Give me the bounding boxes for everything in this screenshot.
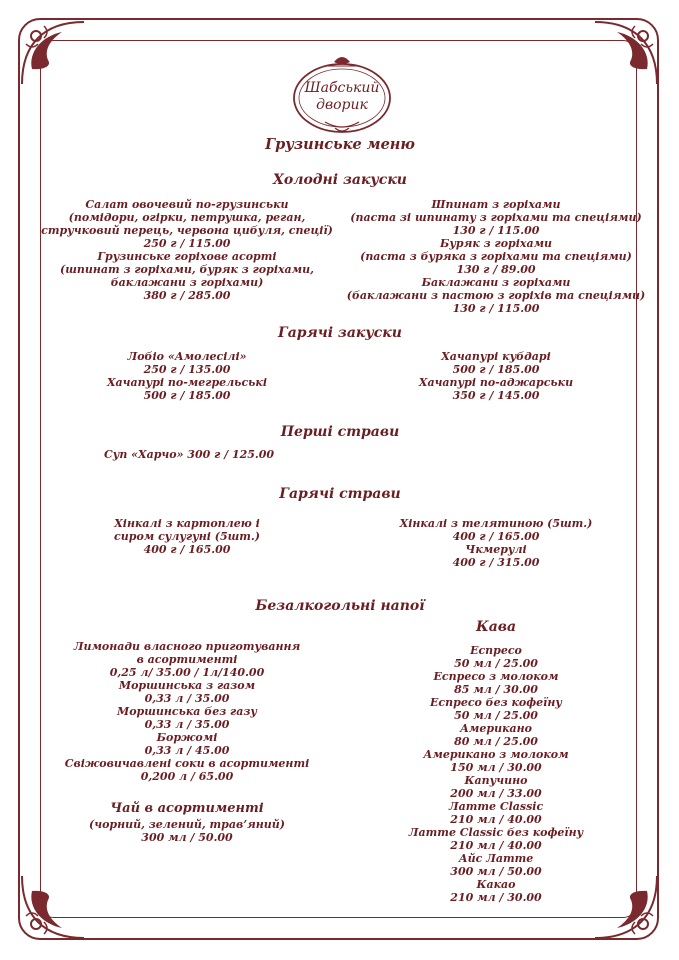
ornament-corner-bottom-left-icon [14, 866, 94, 946]
cold-left-line: 250 г / 115.00 [143, 237, 231, 250]
coffee-line: Айс Латте [458, 852, 534, 865]
hot-dishes-left-line: 400 г / 165.00 [143, 543, 231, 556]
coffee-line: Капучино [464, 774, 528, 787]
cold-left-line: 380 г / 285.00 [143, 289, 231, 302]
hot-dishes-right-line: Чкмерулі [465, 543, 527, 556]
hot-dishes-left-line: сиром сулугуні (5шт.) [114, 530, 260, 543]
tea-heading: Чай в асортименті [110, 801, 264, 816]
coffee-line: Латте Classic [448, 800, 544, 813]
section-heading-hot-dishes: Гарячі страви [279, 486, 401, 502]
drinks-line: Свіжовичавлені соки в асортименті [64, 757, 310, 770]
section-heading-first: Перші страви [280, 424, 400, 440]
restaurant-logo [287, 50, 397, 140]
drinks-line: 0,25 л/ 35.00 / 1л/140.00 [109, 666, 265, 679]
drinks-line: 0,200 л / 65.00 [140, 770, 234, 783]
drinks-line: 0,33 л / 35.00 [144, 692, 230, 705]
hot-starters-left-line: Хачапурі по-мегрельські [106, 376, 268, 389]
hot-starters-left-line: 500 г / 185.00 [143, 389, 231, 402]
cold-right-line: (баклажани з пастою з горіхів та спеціями) [346, 289, 646, 302]
ornament-corner-top-right-icon [585, 14, 665, 94]
coffee-line: Еспресо [470, 644, 522, 657]
coffee-line: Еспресо без кофеїну [430, 696, 562, 709]
section-heading-hot-starters: Гарячі закуски [278, 325, 402, 341]
cold-left-line: баклажани з горіхами) [110, 276, 264, 289]
cold-left-line: Салат овочевий по-грузинськи [85, 198, 289, 211]
coffee-line: 200 мл / 33.00 [450, 787, 542, 800]
section-heading-cold: Холодні закуски [273, 172, 407, 188]
coffee-line: Еспресо з молоком [433, 670, 559, 683]
hot-starters-right-line: Хачапурі кубдарі [441, 350, 551, 363]
tea-line: 300 мл / 50.00 [141, 831, 233, 844]
coffee-line: Американо [459, 722, 533, 735]
logo-line-2: дворик [316, 97, 368, 113]
cold-right-line: 130 г / 115.00 [452, 224, 540, 237]
drinks-line: Боржомі [156, 731, 218, 744]
first-course-line: Суп «Харчо» 300 г / 125.00 [104, 448, 275, 461]
cold-right-line: Буряк з горіхами [439, 237, 553, 250]
hot-dishes-left-line: Хінкалі з картоплею і [114, 517, 260, 530]
hot-starters-left-line: 250 г / 135.00 [143, 363, 231, 376]
coffee-line: 50 мл / 25.00 [454, 657, 538, 670]
ornament-corner-bottom-right-icon [585, 866, 665, 946]
drinks-line: Моршинська без газу [117, 705, 257, 718]
coffee-line: 80 мл / 25.00 [454, 735, 538, 748]
hot-starters-right-line: 350 г / 145.00 [452, 389, 540, 402]
cold-left-line: Грузинське горіхове асорті [97, 250, 277, 263]
cold-right-line: 130 г / 89.00 [456, 263, 536, 276]
coffee-line: 85 мл / 30.00 [454, 683, 538, 696]
cold-right-line: Шпинат з горіхами [431, 198, 561, 211]
coffee-line: 50 мл / 25.00 [454, 709, 538, 722]
cold-right-line: (паста зі шпинату з горіхами та спеціями) [350, 211, 642, 224]
cold-right-line: Баклажани з горіхами [421, 276, 571, 289]
coffee-line: 210 мл / 40.00 [450, 839, 542, 852]
menu-title: Грузинське меню [265, 136, 415, 153]
hot-starters-right-line: 500 г / 185.00 [452, 363, 540, 376]
coffee-line: Латте Classic без кофеїну [408, 826, 584, 839]
coffee-line: 150 мл / 30.00 [450, 761, 542, 774]
hot-dishes-right-line: Хінкалі з телятиною (5шт.) [399, 517, 593, 530]
section-heading-drinks: Безалкогольні напої [255, 598, 425, 614]
hot-starters-right-line: Хачапурі по-аджарськи [418, 376, 574, 389]
coffee-line: 210 мл / 40.00 [450, 813, 542, 826]
cold-right-line: 130 г / 115.00 [452, 302, 540, 315]
hot-starters-left-line: Лобіо «Амолесілі» [127, 350, 247, 363]
drinks-line: 0,33 л / 35.00 [144, 718, 230, 731]
cold-right-line: (паста з буряка з горіхами та спеціями) [360, 250, 632, 263]
coffee-line: Американо з молоком [423, 748, 569, 761]
drinks-line: Моршинська з газом [118, 679, 256, 692]
hot-dishes-right-line: 400 г / 165.00 [452, 530, 540, 543]
coffee-line: 300 мл / 50.00 [450, 865, 542, 878]
logo-line-1: Шабський [304, 80, 380, 96]
cold-left-line: (помідори, огірки, петрушка, реган, [68, 211, 306, 224]
cold-left-line: (шпинат з горіхами, буряк з горіхами, [60, 263, 314, 276]
tea-line: (чорний, зелений, трав’яний) [89, 818, 285, 831]
ornament-corner-top-left-icon [14, 14, 94, 94]
coffee-heading: Кава [475, 619, 517, 635]
drinks-line: Лимонади власного приготування [73, 640, 301, 653]
cold-left-line: стручковий перець, червона цибуля, спеції) [41, 224, 333, 237]
hot-dishes-right-line: 400 г / 315.00 [452, 556, 540, 569]
drinks-line: 0,33 л / 45.00 [144, 744, 230, 757]
coffee-line: 210 мл / 30.00 [450, 891, 542, 904]
coffee-line: Какао [476, 878, 516, 891]
drinks-line: в асортименті [136, 653, 238, 666]
